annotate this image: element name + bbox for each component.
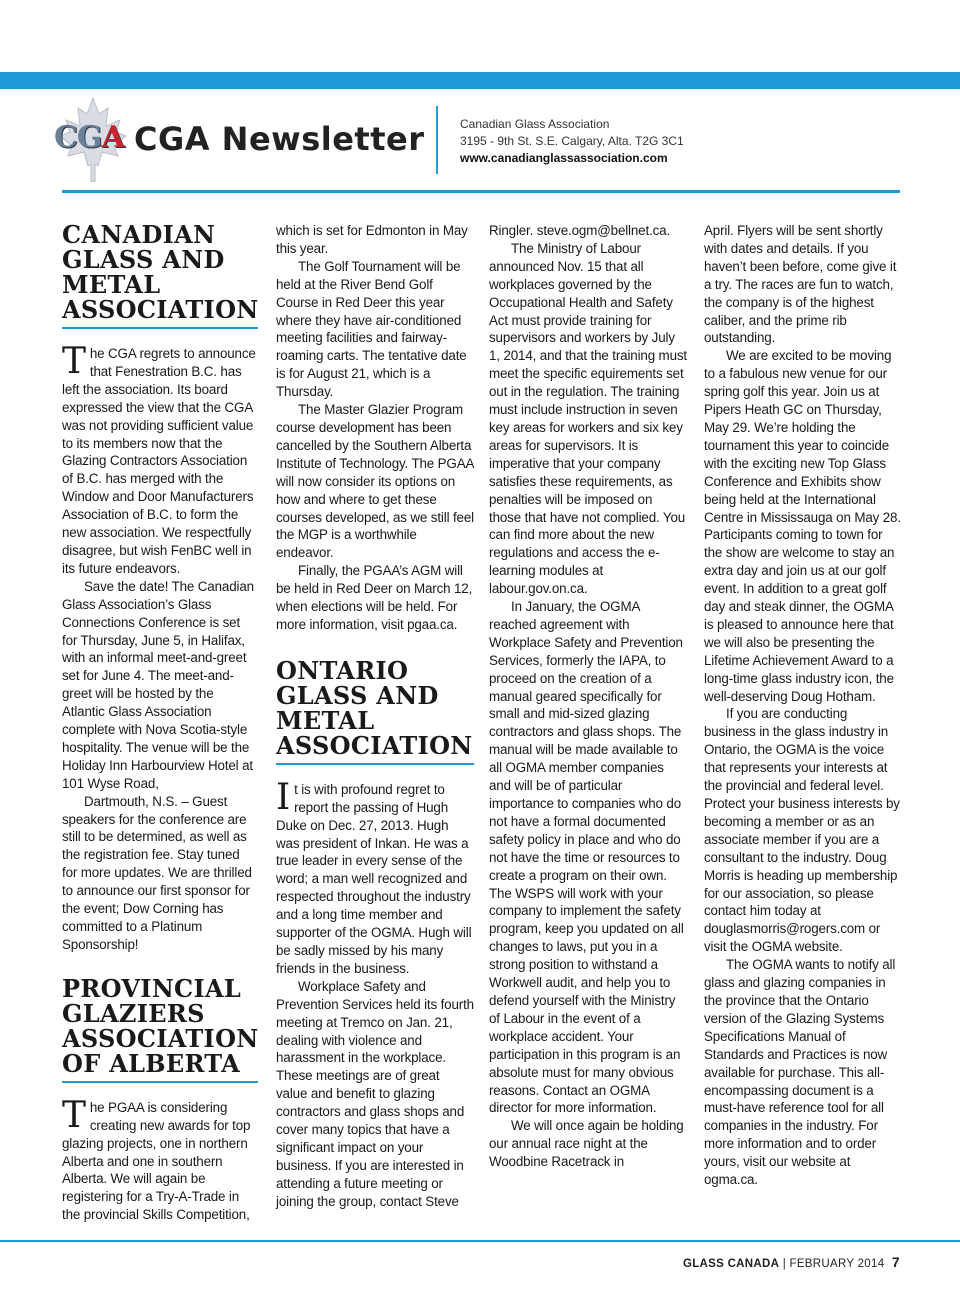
org-address: 3195 - 9th St. S.E. Calgary, Alta. T2G 3C1	[460, 134, 684, 148]
logo-letter-accent: A	[101, 120, 124, 155]
article-paragraph: The Golf Tournament will be held at the River Bend Golf Course in Red Deer this year where they have air-conditioned meeting facilities and fairway-roaming carts. The tentative date is for August 21, which is a Thursday.	[276, 258, 467, 400]
header-divider	[436, 106, 438, 174]
article-paragraph: which is set for Edmonton in May this year.	[276, 223, 468, 256]
article-paragraph: The Ministry of Labour announced Nov. 15 that all workplaces governed by the Occupational Health and Safety Act must provide training for supervisors and workers by July 1, 2014, and that the training must meet the specific equirements set out in the regulation. The training must include instruction in seven key areas for workers and six key areas for supervisors. It is imperative that your company satisfies these requirements, as penalties will be imposed on those that have not complied. You can find more about the new regulations and access the e-learning modules at labour.gov.on.ca.	[489, 240, 687, 597]
article-paragraph: The PGAA is considering creating new awards for top glazing projects, one in northern Alberta and one in southern Alberta. We will again be registering for a Try-A-Trade in the provincial Skills Competition,	[62, 1094, 251, 1223]
article-paragraph: Workplace Safety and Prevention Services held its fourth meeting at Tremco on Jan. 21, dealing with violence and harassment in the workplace. These meetings are of great value and benefit to glazing contractors and glass shops and cover many topics that have a significant impact on your business. If you are interested in attending a future meeting or joining the group, contact Steve	[276, 978, 474, 1209]
top-accent-bar	[0, 72, 960, 89]
article-paragraph: Save the date! The Canadian Glass Association’s Glass Connections Conference is set for Thursday, June 5, in Halifax, with an informal meet-and-greet set for June 4. The meet-and-greet will be hosted by the Atlantic Glass Association complete with Nova Scotia-style hospitality. The venue will be the Holiday Inn Harbourview Hotel at 101 Wyse Road,	[62, 578, 254, 791]
heading-rule	[276, 763, 474, 765]
article-paragraph: We are excited to be moving to a fabulous new venue for our spring golf this year. Join us at Pipers Heath GC on Thursday, May 29. We’re holding the tournament this year to coincide with the exciting new Top Glass Conference and Exhibits show being held at the International Centre in Mississauga on May 28. Participants coming to town for the show are welcome to stay an extra day and join us at our golf event. In addition to a great golf day and steak dinner, the OGMA is pleased to announce here that we will also be presenting the Lifetime Achievement Award to a long-time glass industry icon, the well-deserving Doug Hotham.	[704, 348, 901, 704]
column-2	[276, 222, 474, 1211]
heading-rule	[62, 1081, 258, 1083]
section-heading-ogma: ONTARIO GLASS AND METAL ASSOCIATION	[276, 655, 473, 760]
cga-logo	[52, 96, 132, 186]
page-footer	[683, 1254, 900, 1270]
org-name: Canadian Glass Association	[460, 117, 610, 131]
logo-lettering	[54, 120, 124, 155]
article-paragraph: Finally, the PGAA’s AGM will be held in Red Deer on March 12, when elections will be held. For more information, visit pgaa.ca.	[276, 563, 473, 632]
pgaa-article-start	[62, 1094, 258, 1224]
org-contact-block	[460, 116, 684, 167]
column-3	[489, 222, 687, 1171]
article-paragraph: We will once again be holding our annual race night at the Woodbine Racetrack in	[489, 1118, 684, 1170]
section-heading-pgaa: PROVINCIAL GLAZIERS ASSOCIATION OF ALBERTA	[62, 973, 259, 1078]
section-heading-cgma: CANADIAN GLASS AND METAL ASSOCIATION	[62, 220, 259, 324]
newsletter-title: CGA Newsletter	[134, 120, 425, 158]
article-paragraph: It is with profound regret to report the passing of Hugh Duke on Dec. 27, 2013. Hugh was president of Inkan. He was a true leader in every sense of the word; a man well recognized and respected throughout the industry and a long time member and supporter of the OGMA. Hugh will be sadly missed by his many friends in the business.	[276, 776, 472, 976]
article-paragraph: The CGA regrets to announce that Fenestration B.C. has left the association. Its board expressed the view that the CGA was not providing sufficient value to its members now that the Glazing Contractors Association of B.C. has merged with the Window and Door Manufacturers Association of B.C. to form the new association. We respectfully disagree, but wish FenBC well in its future endeavors.	[62, 341, 256, 576]
heading-rule	[62, 327, 258, 329]
cgma-article	[62, 341, 258, 954]
column-4	[704, 222, 902, 1189]
issue-date: FEBRUARY 2014	[789, 1258, 885, 1270]
column-1	[62, 222, 258, 1224]
logo-letters: CG	[54, 120, 102, 155]
page-number: 7	[891, 1254, 900, 1270]
org-website-link[interactable]: www.canadianglassassociation.com	[460, 151, 668, 165]
magazine-name: GLASS CANADA	[682, 1258, 780, 1270]
article-paragraph: April. Flyers will be sent shortly with dates and details. If you haven’t been before, come give it a try. The races are fun to watch, the company is of the highest caliber, and the prime rib outstanding.	[704, 223, 897, 346]
article-paragraph: In January, the OGMA reached agreement with Workplace Safety and Prevention Services, formerly the IAPA, to proceed on the creation of a manual geared specifically for small and mid-sized glazing contractors and glass shops. The manual will be made available to all OGMA member companies and will be of particular importance to companies who do not have a formal documented safety policy in place and who do not have the time or resources to create a program on their own. The WSPS will work with your company to implement the safety program, keep you updated on all changes to laws, put you in a strong position to withstand a Workwell audit, and help you to defend yourself with the Ministry of Labour in the event of a workplace accident. Your participation in this program is an absolute must for many obvious reasons. Contact an OGMA director for more information.	[489, 599, 684, 1116]
header-underline	[62, 190, 900, 193]
article-paragraph: The Master Glazier Program course development has been cancelled by the Southern Alberta Institute of Technology. The PGAA will now consider its options on how and where to get these courses developed, as we still feel the MGP is a worthwhile endeavor.	[276, 402, 474, 561]
footer-separator: |	[782, 1258, 787, 1270]
article-paragraph: Ringler. steve.ogm@bellnet.ca.	[489, 223, 671, 238]
article-paragraph: The OGMA wants to notify all glass and glazing companies in the province that the Ontario version of the Glazing Systems Specifications Manual of Standards and Practices is now available for purchase. This all-encompassing document is a must-have reference tool for all companies in the industry. For more information and to order yours, visit our website at ogma.ca.	[704, 957, 896, 1188]
ogma-article-start	[276, 776, 474, 1211]
article-paragraph: Dartmouth, N.S. – Guest speakers for the conference are still to be determined, as well as the registration fee. Stay tuned for more updates. We are thrilled to announce our first sponsor for the event; Dow Corning has committed to a Platinum Sponsorship!	[62, 793, 252, 952]
footer-rule	[0, 1240, 960, 1242]
article-paragraph: If you are conducting business in the glass industry in Ontario, the OGMA is the voice that represents your interests at the provincial and federal level. Protect your business interests by becoming a member or as an associate member if you are a consultant to the industry. Doug Morris is heading up membership for our association, so please contact him today at douglasmorris@rogers.com or visit the OGMA website.	[704, 706, 900, 955]
newsletter-header	[50, 92, 910, 190]
